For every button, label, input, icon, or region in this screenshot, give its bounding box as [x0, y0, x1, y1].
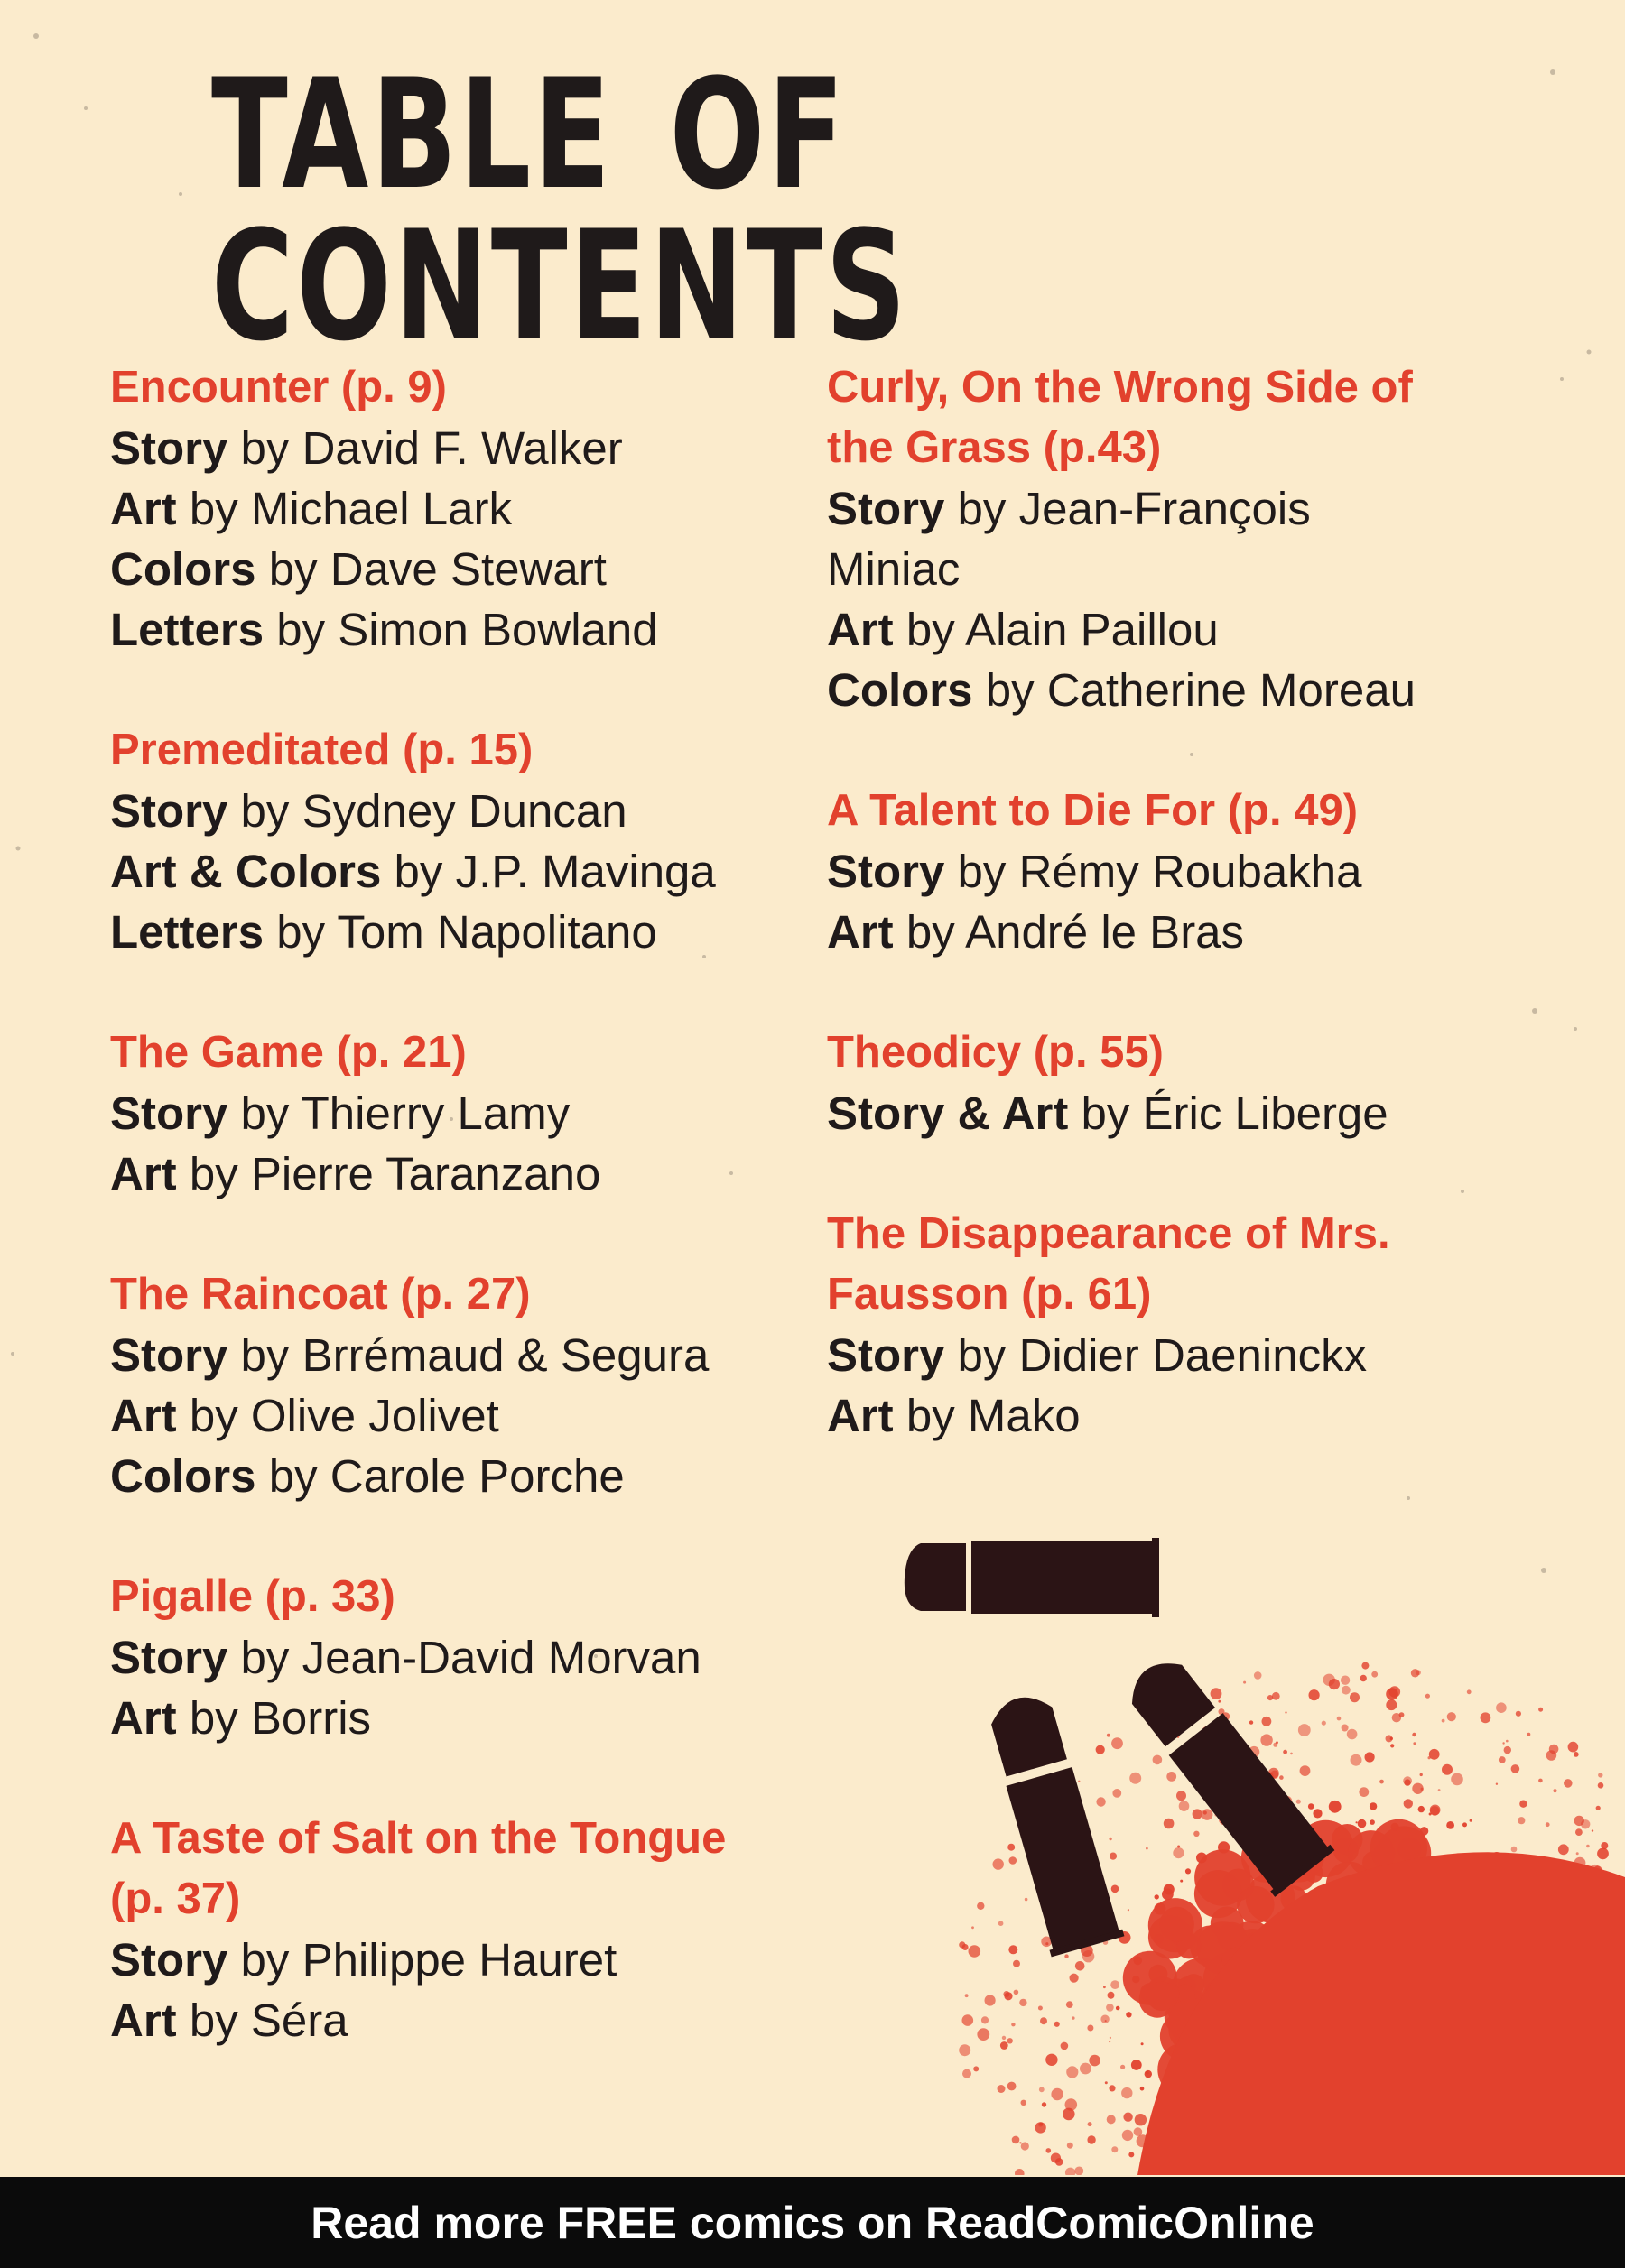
credit-name: Rémy Roubakha [1018, 846, 1362, 897]
credit-name: Dave Stewart [330, 543, 607, 595]
credit-name: Sydney Duncan [302, 785, 627, 837]
credit-separator: by [264, 906, 338, 958]
credit-name: Jean-David Morvan [302, 1632, 701, 1683]
credit-separator: by [381, 846, 456, 897]
credit-name: Mako [967, 1390, 1081, 1441]
credit-separator: by [893, 906, 966, 958]
toc-entry [110, 1264, 796, 1506]
credit-name: Catherine Moreau [1046, 664, 1416, 716]
credit-role: Art [110, 1148, 177, 1199]
toc-entry [110, 1023, 796, 1204]
entry-title[interactable]: Encounter (p. 9) [110, 363, 447, 412]
credit-role: Art [827, 1390, 894, 1441]
entry-title[interactable]: A Taste of Salt on the Tongue (p. 37) [110, 1814, 727, 1923]
credit-separator: by [228, 1088, 302, 1139]
credit-name: David F. Walker [302, 422, 623, 474]
credit-separator: by [972, 664, 1047, 716]
bullet-horizontal-icon [905, 1538, 1159, 1617]
credit-line [110, 1688, 796, 1748]
entry-title[interactable]: The Disappearance of Mrs. Fausson (p. 61) [827, 1209, 1390, 1319]
credit-separator: by [255, 1450, 330, 1502]
toc-entry [110, 1567, 796, 1748]
entry-title[interactable]: Pigalle (p. 33) [110, 1572, 395, 1621]
credit-role: Story [110, 1934, 228, 1986]
credit-line [827, 1385, 1513, 1446]
credit-separator: by [228, 785, 302, 837]
credit-role: Colors [110, 543, 256, 595]
credit-name: Simon Bowland [338, 604, 658, 655]
credit-name: Thierry Lamy [301, 1088, 571, 1139]
credit-line [110, 539, 796, 599]
credit-line [110, 1083, 796, 1143]
credit-separator: by [176, 1692, 251, 1744]
credit-role: Story [110, 785, 228, 837]
credit-line [110, 478, 796, 539]
credit-separator: by [228, 422, 302, 474]
credit-line [110, 1627, 796, 1688]
credit-separator: by [944, 1329, 1019, 1381]
credit-separator: by [176, 1148, 251, 1199]
credit-name: Borris [250, 1692, 372, 1744]
credit-separator: by [255, 543, 330, 595]
credit-line [827, 539, 1513, 599]
credit-line [827, 478, 1513, 539]
credit-role: Story [827, 1329, 945, 1381]
credit-line [827, 841, 1513, 902]
credit-role: Art [110, 1995, 177, 2046]
page-title: TABLE OF CONTENTS [211, 46, 909, 375]
credit-name: André le Bras [965, 906, 1245, 958]
credit-separator: by [176, 1390, 251, 1441]
credit-separator: by [228, 1329, 302, 1381]
credit-name: Séra [250, 1995, 348, 2046]
credit-name: Miniac [827, 543, 961, 595]
entry-title[interactable]: Theodicy (p. 55) [827, 1028, 1165, 1077]
toc-entry [827, 1204, 1513, 1446]
entry-title[interactable]: Premeditated (p. 15) [110, 726, 534, 774]
credit-line [110, 1325, 796, 1385]
credit-separator: by [944, 483, 1019, 534]
credit-name: Pierre Taranzano [250, 1148, 601, 1199]
credit-separator: by [176, 483, 251, 534]
toc-entry [110, 720, 796, 962]
credit-role: Story [110, 1632, 228, 1683]
credit-separator: by [176, 1995, 251, 2046]
credit-line [827, 902, 1513, 962]
credit-line [110, 1990, 796, 2050]
toc-entry [827, 781, 1513, 962]
credit-name: Carole Porche [330, 1450, 625, 1502]
credit-name: Didier Daeninckx [1018, 1329, 1368, 1381]
credit-role: Story [110, 1329, 228, 1381]
credit-line [110, 781, 796, 841]
credit-separator: by [893, 1390, 968, 1441]
credit-separator: by [893, 604, 966, 655]
credit-role: Art [110, 1390, 177, 1441]
credit-separator: by [228, 1934, 302, 1986]
entry-title[interactable]: Curly, On the Wrong Side of the Grass (p.43) [827, 363, 1413, 472]
credit-line [827, 1083, 1513, 1143]
credit-separator: by [1068, 1088, 1143, 1139]
credit-line [110, 1930, 796, 1990]
credit-role: Colors [827, 664, 973, 716]
credit-separator: by [228, 1632, 302, 1683]
credit-name: Tom Napolitano [337, 906, 657, 958]
credit-role: Colors [110, 1450, 256, 1502]
credit-line [110, 1446, 796, 1506]
toc-entry [110, 357, 796, 660]
credit-role: Art [110, 1692, 177, 1744]
credit-role: Story [110, 422, 228, 474]
entry-title[interactable]: The Game (p. 21) [110, 1028, 467, 1077]
credit-role: Art & Colors [110, 846, 382, 897]
entry-title[interactable]: A Talent to Die For (p. 49) [827, 786, 1359, 835]
credit-role: Art [110, 483, 177, 534]
entry-title[interactable]: The Raincoat (p. 27) [110, 1270, 531, 1319]
credit-line [110, 902, 796, 962]
credit-name: Philippe Hauret [302, 1934, 618, 1986]
credit-role: Art [827, 906, 894, 958]
credit-separator: by [944, 846, 1019, 897]
credit-line [827, 660, 1513, 720]
credit-line [110, 841, 796, 902]
credit-line [827, 599, 1513, 660]
credit-role: Art [827, 604, 894, 655]
bullet-tilted-left-icon [980, 1688, 1125, 1957]
credit-name: J.P. Mavinga [455, 846, 716, 897]
credit-line [827, 1325, 1513, 1385]
toc-entry [110, 1809, 796, 2050]
credit-role: Story [827, 846, 945, 897]
toc-entry [827, 357, 1513, 720]
credit-role: Story [827, 483, 945, 534]
left-column [110, 357, 796, 2111]
credit-name: Alain Paillou [965, 604, 1219, 655]
credit-line [110, 418, 796, 478]
credit-line [110, 1143, 796, 1204]
credit-role: Story & Art [827, 1088, 1069, 1139]
credit-role: Letters [110, 906, 265, 958]
credit-line [110, 599, 796, 660]
credit-name: Éric Liberge [1142, 1088, 1388, 1139]
footer-banner[interactable]: Read more FREE comics on ReadComicOnline [0, 2177, 1625, 2268]
credit-separator: by [264, 604, 339, 655]
credit-role: Story [110, 1088, 228, 1139]
credit-line [110, 1385, 796, 1446]
bullets-blood-splatter-icon [849, 1498, 1625, 2175]
credit-name: Brrémaud & Segura [302, 1329, 710, 1381]
credit-name: Michael Lark [250, 483, 512, 534]
credit-name: Jean-François [1018, 483, 1311, 534]
credit-role: Letters [110, 604, 265, 655]
right-column [827, 357, 1513, 1506]
toc-entry [827, 1023, 1513, 1143]
credit-name: Olive Jolivet [250, 1390, 499, 1441]
